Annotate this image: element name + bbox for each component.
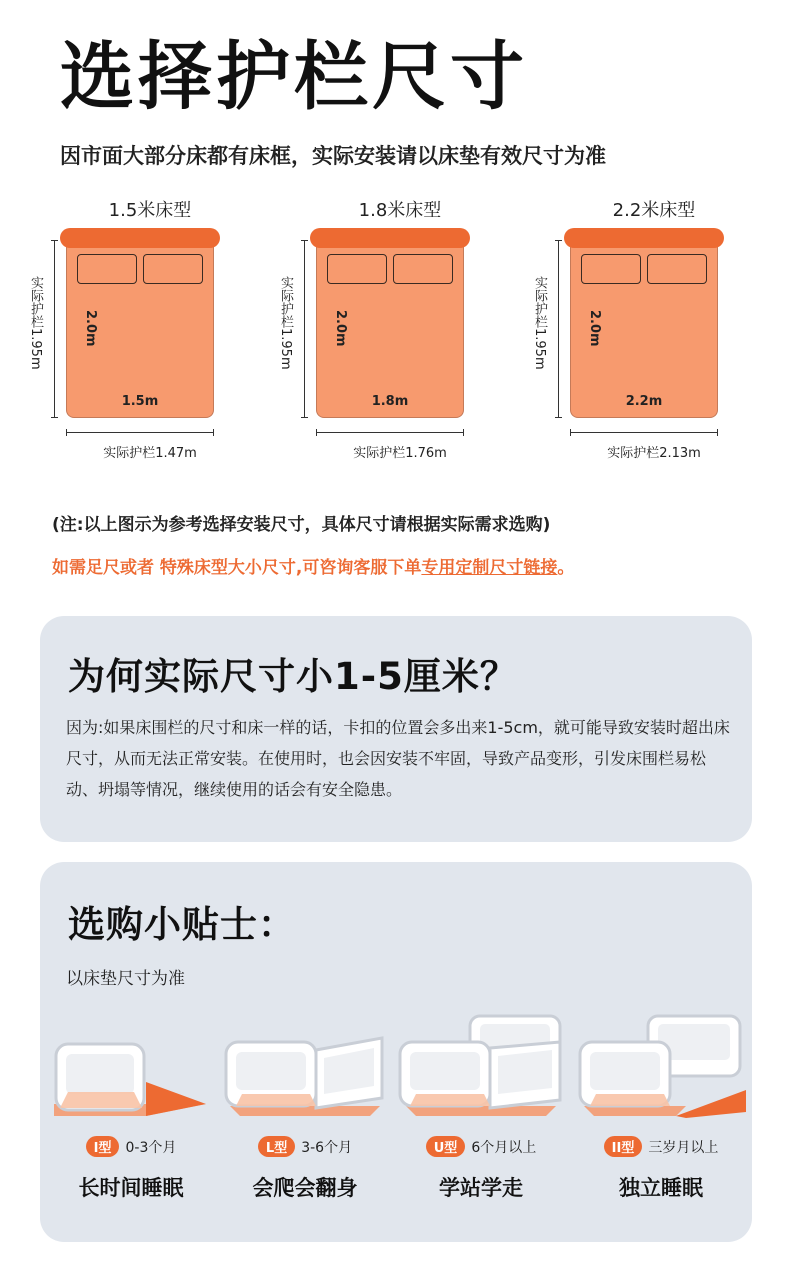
tips-subtitle: 以床垫尺寸为准 [66,969,185,989]
pillow [327,254,387,284]
side-rail-label: 实际护栏1.95m [28,276,43,370]
reference-note: (注:以上图示为参考选择安装尺寸，具体尺寸请根据实际需求选购) [52,515,551,535]
bottom-rail-label: 实际护栏2.13m [607,446,701,461]
l-type-rail-illustration [220,1012,390,1122]
bottom-rail-label: 实际护栏1.47m [103,446,197,461]
pillow [581,254,641,284]
type-age: 3-6个月 [301,1140,353,1156]
mattress [66,240,214,418]
u-type-rail-illustration [396,1012,566,1122]
type-badge: I型 [86,1136,120,1157]
type-card-l [220,1012,390,1222]
type-row [46,1136,216,1157]
mattress [570,240,718,418]
type-age: 6个月以上 [471,1140,537,1156]
side-dimension-line [304,240,305,418]
type-card-u [396,1012,566,1222]
type-desc: 会爬会翻身 [252,1176,358,1200]
custom-note-text: 如需足尺或者 特殊床型大小尺寸,可咨询客服下单 [52,558,422,578]
headboard [60,228,220,248]
side-dimension-line [558,240,559,418]
bottom-dimension-line [66,432,214,433]
custom-size-link[interactable]: 专用定制尺寸链接 [421,558,558,578]
bed-diagram-1-8 [280,190,520,470]
bed-diagram-2-2 [534,190,774,470]
type-age: 0-3个月 [125,1140,177,1156]
side-dimension-line [54,240,55,418]
page-title: 选择护栏尺寸 [60,34,528,120]
type-row [220,1136,390,1157]
bed-type-label: 1.8米床型 [358,200,442,221]
type-row [576,1136,746,1157]
width-label: 1.8m [371,394,409,409]
pillow [143,254,203,284]
bottom-dimension-line [316,432,464,433]
width-label: 2.2m [625,394,663,409]
bottom-rail-label: 实际护栏1.76m [353,446,447,461]
type-desc: 学站学走 [439,1176,523,1200]
length-label: 2.0m [83,310,98,347]
type-badge: U型 [426,1136,466,1157]
bottom-dimension-line [570,432,718,433]
why-body: 因为:如果床围栏的尺寸和床一样的话，卡扣的位置会多出来1-5cm，就可能导致安装时超出床尺寸，从而无法正常安装。在使用时，也会因安装不牢固，导致产品变形，引发床围栏易松动、坍塌等情况，继续使用的话会有安全隐患。 [66,718,730,799]
headboard [310,228,470,248]
type-row [396,1136,566,1157]
why-title: 为何实际尺寸小1-5厘米？ [68,655,518,698]
tips-title: 选购小贴士： [68,903,296,946]
i-type-rail-illustration [46,1012,216,1122]
length-label: 2.0m [333,310,348,347]
bed-diagram-1-5 [30,190,270,470]
width-label: 1.5m [121,394,159,409]
length-label: 2.0m [587,310,602,347]
side-rail-label: 实际护栏1.95m [278,276,293,370]
buying-tips-panel [40,862,752,1242]
pillow [393,254,453,284]
type-badge: L型 [258,1136,295,1157]
ii-type-rail-illustration [576,1012,746,1122]
type-desc: 长时间睡眠 [78,1176,184,1200]
bed-type-label: 2.2米床型 [612,200,696,221]
pillow [77,254,137,284]
type-age: 三岁月以上 [648,1140,719,1156]
bed-type-label: 1.5米床型 [108,200,192,221]
custom-size-note [52,553,574,578]
type-badge: II型 [604,1136,643,1157]
mattress [316,240,464,418]
side-rail-label: 实际护栏1.95m [532,276,547,370]
page-subtitle: 因市面大部分床都有床框，实际安装请以床垫有效尺寸为准 [60,144,606,168]
custom-note-end: 。 [557,558,575,578]
type-desc: 独立睡眠 [619,1176,703,1200]
headboard [564,228,724,248]
type-card-ii [576,1012,746,1222]
pillow [647,254,707,284]
why-smaller-panel [40,616,752,842]
type-card-i [46,1012,216,1222]
